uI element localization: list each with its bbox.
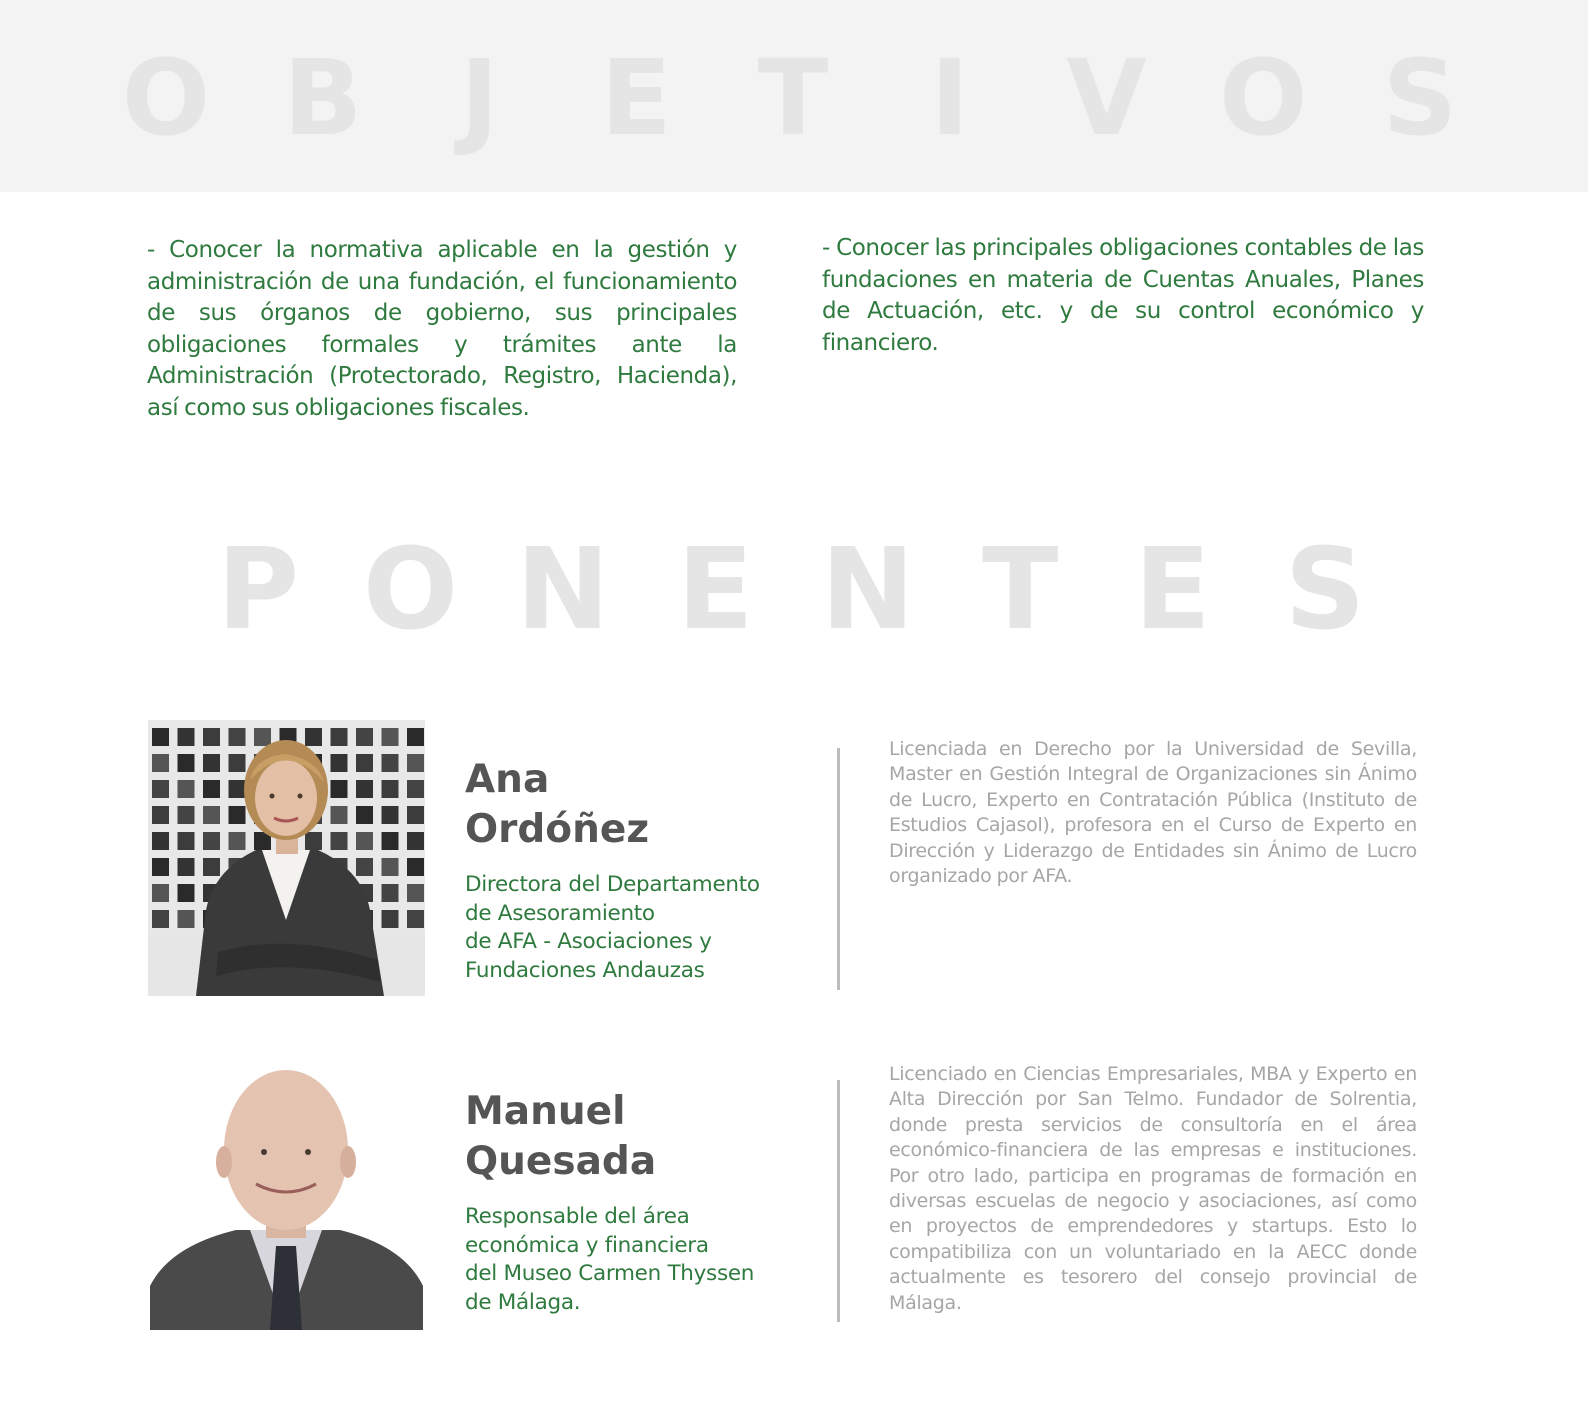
objetivos-title [0, 37, 1588, 159]
title-letter: E [1134, 525, 1211, 655]
role-line: Fundaciones Andauzas [465, 957, 705, 983]
speaker-role-ana [465, 871, 825, 985]
speaker-name-ana [465, 755, 805, 855]
title-letter: S [1382, 37, 1458, 159]
role-line: Responsable del área [465, 1204, 690, 1229]
role-line: de Málaga. [465, 1289, 581, 1315]
title-letter: B [283, 37, 363, 159]
title-letter: V [1066, 37, 1147, 159]
speaker-first-name: Ana [465, 757, 550, 802]
title-letter: J [460, 37, 499, 159]
speaker-photo-manuel [150, 1060, 423, 1330]
role-line: Directora del Departamento [465, 872, 760, 897]
speaker-bio-ana: Licenciada en Derecho por la Universidad de Sevilla, Master en Gestión Integral de Organizaciones sin Ánimo de Lucro, Experto en Contratación Pública (Instituto de Estudios Cajasol), profesora en el Curso de Experto en Dirección y Liderazgo de Entidades sin Ánimo de Lucro organizado por AFA. [889, 738, 1417, 888]
title-letter: N [515, 525, 610, 655]
title-letter: P [216, 525, 300, 655]
title-letter: E [677, 525, 754, 655]
speaker-role-manuel [465, 1203, 825, 1317]
speaker-divider-ana [837, 748, 840, 990]
speaker-name-manuel [465, 1087, 805, 1187]
title-letter: S [1284, 525, 1366, 655]
role-line: del Museo Carmen Thyssen [465, 1261, 755, 1286]
speaker-first-name: Manuel [465, 1089, 626, 1134]
objetivo-right-text: - Conocer las principales obligaciones contables de las fundaciones en materia de Cuentas Anuales, Planes de Actuación, etc. y de su control económico y financiero. [822, 235, 1424, 356]
speaker-photo-ana [148, 720, 425, 996]
title-letter: I [930, 37, 970, 159]
objetivo-left-text: - Conocer la normativa aplicable en la gestión y administración de una fundación, el funcionamiento de sus órganos de gobierno, sus principales obligaciones formales y trámites ante la Administración (Protectorado, Registro, Hacienda), así como sus obligaciones fiscales. [147, 237, 737, 421]
title-letter: N [820, 525, 915, 655]
role-line: de Asesoramiento [465, 900, 655, 926]
objetivos-title-letters [0, 37, 1588, 159]
role-line: económica y financiera [465, 1232, 709, 1258]
title-letter: T [757, 37, 829, 159]
role-line: de AFA - Asociaciones y [465, 929, 712, 954]
title-letter: O [121, 37, 211, 159]
speaker-divider-manuel [837, 1080, 840, 1322]
title-letter: E [600, 37, 672, 159]
title-letter: O [362, 525, 459, 655]
ponentes-title [0, 525, 1588, 655]
ponentes-title-letters [0, 525, 1588, 655]
speaker-last-name: Quesada [465, 1139, 657, 1184]
speaker-last-name: Ordóñez [465, 807, 650, 852]
speaker-bio-manuel: Licenciado en Ciencias Empresariales, MBA y Experto en Alta Dirección por San Telmo. Fundador de Solrentia, donde presta servicios de consultoría en el área económico-financiera de las empresas e instituciones. Por otro lado, participa en programas de formación en diversas escuelas de negocio y asociaciones, así como en proyectos de emprendedores y startups. Esto lo compatibiliza con un voluntariado en la AECC donde actualmente es tesorero del consejo provincial de Málaga. [889, 1063, 1417, 1314]
portrait-man-photo [150, 1060, 423, 1330]
portrait-woman-photo [148, 720, 425, 996]
title-letter: T [981, 525, 1059, 655]
title-letter: O [1219, 37, 1308, 159]
